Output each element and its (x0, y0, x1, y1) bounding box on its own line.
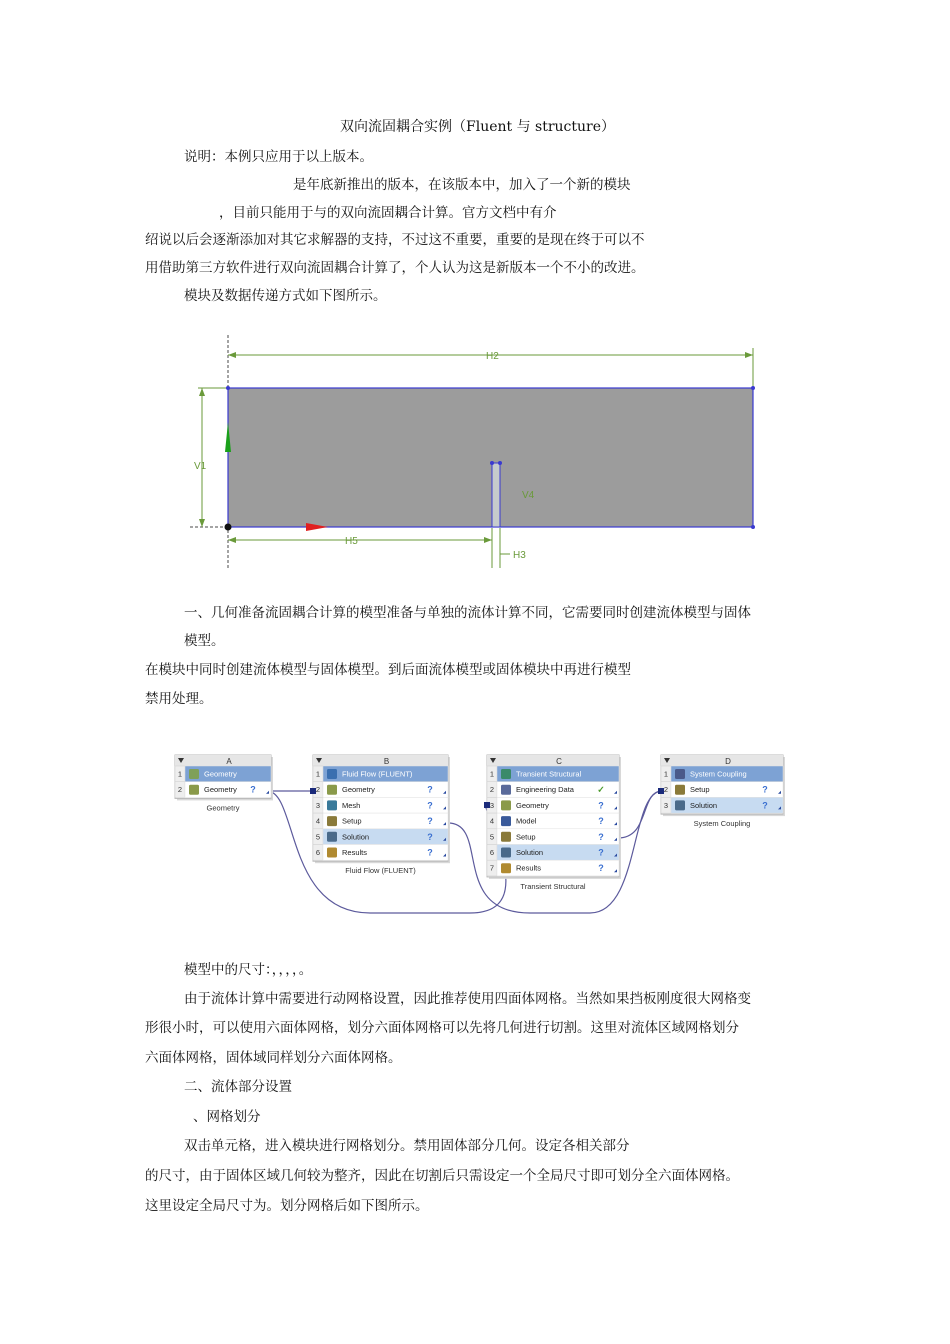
cell-geometry[interactable] (175, 766, 271, 782)
solution-icon (327, 832, 337, 842)
row-number: 5 (489, 832, 495, 842)
cell-label: Solution (342, 832, 370, 842)
attention-question-icon: ? (762, 800, 768, 811)
cell-system-coupling[interactable] (661, 766, 783, 782)
dim-h3: H3 (513, 550, 526, 561)
paragraph: 绍说以后会逐渐添加对其它求解器的支持，不过这不重要，重要的是现在终于可以不 (145, 232, 645, 248)
row-number: 1 (177, 769, 183, 779)
setup-icon (501, 832, 511, 842)
cell-model[interactable] (487, 813, 619, 829)
cell-label: Setup (516, 832, 536, 842)
cell-setup[interactable] (487, 829, 619, 845)
attention-question-icon: ? (598, 800, 604, 811)
paragraph: 模型中的尺寸：，，，，。 (184, 962, 313, 978)
cell-label: System Coupling (690, 769, 747, 779)
system-caption[interactable]: System Coupling (693, 819, 751, 829)
cell-fluid-flow-fluent[interactable] (313, 766, 448, 782)
dim-h5: H5 (345, 536, 358, 547)
paragraph: 是年底新推出的版本，在该版本中，加入了一个新的模块 (293, 177, 631, 193)
row-number: 6 (315, 848, 321, 857)
system-letter: A (226, 757, 232, 766)
section-heading: 二、流体部分设置 (184, 1079, 292, 1095)
row-number: 4 (489, 816, 495, 826)
doc-title: 双向流固耦合实例（Fluent 与 structure） (340, 119, 616, 135)
cell-label: Solution (690, 800, 718, 810)
system-c-transient-structural[interactable] (487, 755, 621, 891)
row-number: 1 (663, 769, 669, 779)
attention-question-icon: ? (598, 816, 604, 827)
row-number: 5 (315, 832, 321, 842)
row-number: 6 (489, 848, 495, 857)
cell-label: Setup (690, 785, 710, 795)
system-caption[interactable]: Transient Structural (520, 881, 586, 891)
attention-question-icon: ? (427, 800, 433, 811)
engineering-data-icon (501, 785, 511, 795)
cell-label: Fluid Flow (FLUENT) (342, 769, 413, 779)
system-letter: B (383, 757, 390, 766)
model-icon (501, 816, 511, 826)
row-number: 7 (489, 863, 495, 873)
fluent-icon (327, 769, 337, 779)
paragraph: 用借助第三方软件进行双向流固耦合计算了，个人认为这是新版本一个不小的改进。 (145, 260, 645, 276)
paragraph: 的尺寸，由于固体区域几何较为整齐，因此在切割后只需设定一个全局尺寸即可划分全六面体网格。 (145, 1168, 739, 1184)
system-caption[interactable]: Fluid Flow (FLUENT) (345, 866, 416, 876)
row-number: 3 (663, 800, 669, 810)
geometry-icon (327, 785, 337, 795)
workbench-schematic-figure (170, 745, 790, 920)
cell-geometry[interactable] (313, 782, 448, 798)
system-letter: C (556, 757, 562, 766)
cell-mesh[interactable] (313, 797, 448, 813)
cell-geometry[interactable] (175, 782, 271, 798)
system-a-geometry[interactable] (175, 755, 273, 812)
row-number: 2 (663, 785, 669, 795)
cell-label: Geometry (342, 785, 375, 795)
dim-h2: H2 (486, 351, 499, 362)
cell-label: Model (516, 816, 537, 826)
cell-solution[interactable] (313, 829, 448, 845)
cell-label: Solution (516, 848, 544, 857)
system-d-system-coupling[interactable] (661, 755, 785, 828)
cell-geometry[interactable] (487, 797, 619, 813)
paragraph: 在模块中同时创建流体模型与固体模型。到后面流体模型或固体模块中再进行模型 (145, 662, 631, 678)
row-number: 2 (489, 785, 495, 795)
up-to-date-check-icon: ✓ (597, 784, 605, 795)
system-letter-bar (661, 755, 783, 766)
link-anchor (484, 802, 490, 808)
paragraph: 六面体网格，固体域同样划分六面体网格。 (145, 1050, 402, 1066)
cell-results[interactable] (313, 845, 448, 861)
row-number: 2 (315, 785, 321, 795)
cell-setup[interactable] (661, 782, 783, 798)
setup-icon (327, 816, 337, 826)
geometry-icon (501, 800, 511, 810)
link-anchor (310, 788, 316, 794)
solid-baffle (492, 463, 500, 527)
cell-setup[interactable] (313, 813, 448, 829)
paragraph: 这里设定全局尺寸为。划分网格后如下图所示。 (145, 1198, 429, 1214)
results-icon (327, 848, 337, 858)
attention-question-icon: ? (598, 863, 604, 874)
results-icon (501, 863, 511, 873)
geometry-sketch-figure (180, 330, 780, 575)
cell-transient-structural[interactable] (487, 766, 619, 782)
row-number: 4 (315, 816, 321, 826)
attention-question-icon: ? (427, 784, 433, 795)
paragraph: 由于流体计算中需要进行动网格设置，因此推荐使用四面体网格。当然如果挡板刚度很大网格变 (184, 991, 751, 1007)
row-number: 2 (177, 785, 183, 795)
attention-question-icon: ? (598, 831, 604, 842)
cell-label: Geometry (516, 800, 549, 810)
cell-label: Mesh (342, 800, 361, 810)
row-number: 3 (315, 800, 321, 810)
paragraph: 双击单元格，进入模块进行网格划分。禁用固体部分几何。设定各相关部分 (184, 1138, 630, 1154)
geometry-icon (189, 785, 199, 795)
row-number: 1 (315, 769, 321, 779)
system-letter: D (725, 757, 731, 766)
coupling-icon (675, 769, 685, 779)
attention-question-icon: ? (250, 784, 256, 795)
system-b-fluid-flow[interactable] (313, 755, 450, 875)
cell-label: Geometry (204, 769, 237, 779)
paragraph: 一、几何准备流固耦合计算的模型准备与单独的流体计算不同，它需要同时创建流体模型与固体 (184, 605, 751, 621)
paragraph: 形很小时，可以使用六面体网格，划分六面体网格可以先将几何进行切割。这里对流体区域网格划分 (145, 1020, 739, 1036)
attention-question-icon: ? (427, 816, 433, 827)
system-caption[interactable]: Geometry (206, 803, 240, 813)
paragraph: 说明：本例只应用于以上版本。 (184, 149, 373, 165)
solution-icon (675, 800, 685, 810)
cell-solution[interactable] (661, 797, 783, 813)
link-anchor (658, 788, 664, 794)
paragraph: 模块及数据传递方式如下图所示。 (184, 288, 387, 304)
paragraph: 模型。 (184, 633, 225, 649)
attention-question-icon: ? (598, 847, 604, 858)
cell-label: Transient Structural (516, 769, 582, 779)
cell-label: Setup (342, 816, 362, 826)
cell-solution[interactable] (487, 845, 619, 861)
cell-label: Geometry (204, 785, 237, 795)
row-number: 3 (489, 800, 495, 810)
cell-label: Results (342, 848, 368, 857)
system-letter-bar (313, 755, 448, 766)
attention-question-icon: ? (762, 784, 768, 795)
cell-engineering-data[interactable] (487, 782, 619, 798)
fluid-domain (228, 388, 753, 527)
attention-question-icon: ? (427, 847, 433, 858)
cell-label: Engineering Data (516, 785, 574, 795)
subsection-heading: 、网格划分 (193, 1109, 261, 1125)
solution-icon (501, 848, 511, 858)
setup-icon (675, 785, 685, 795)
cell-results[interactable] (487, 860, 619, 876)
attention-question-icon: ? (427, 831, 433, 842)
paragraph: 禁用处理。 (145, 691, 213, 707)
system-letter-bar (175, 755, 271, 766)
system-letter-bar (487, 755, 619, 766)
dim-v1: V1 (194, 461, 207, 472)
structural-icon (501, 769, 511, 779)
row-number: 1 (489, 769, 495, 779)
cell-label: Results (516, 863, 542, 873)
mesh-icon (327, 800, 337, 810)
geometry-system-icon (189, 769, 199, 779)
paragraph: ，目前只能用于与的双向流固耦合计算。官方文档中有介 (219, 205, 557, 221)
dim-v4: V4 (522, 490, 535, 501)
